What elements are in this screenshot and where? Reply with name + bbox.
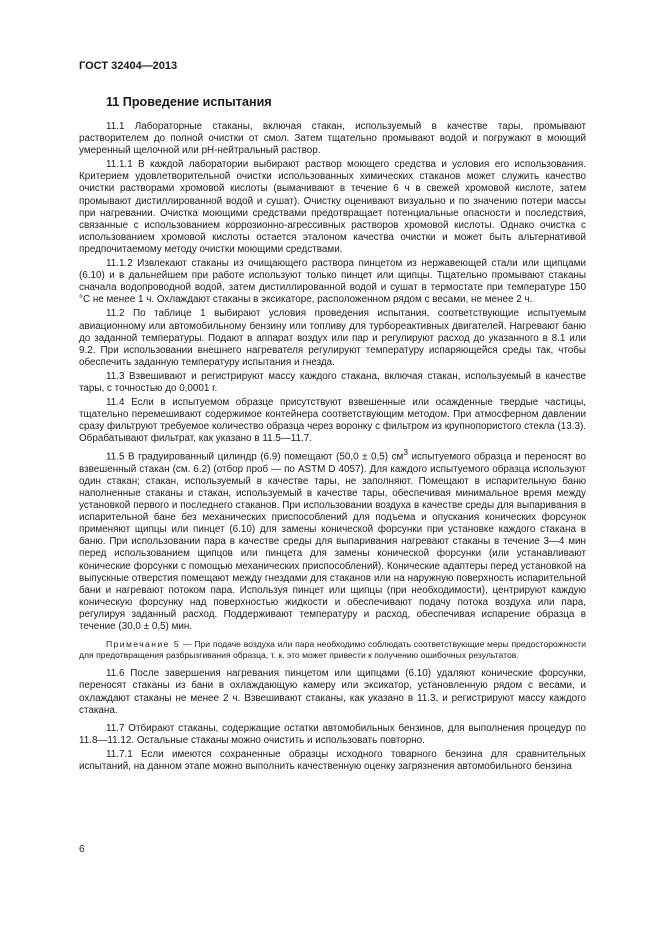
paragraph-11-5 xyxy=(79,447,586,633)
paragraph-11-5-rest: испытуемого образца и переносят во взвешенный стакан (см. 6.2) (отбор проб — по ASTM D 4057). Для каждого испытуемого образца используют один стакан; стакан, используемый в качестве тары, не заполняют. Помещают в испарительную баню наполненные стаканы и стакан, используемый в качестве тары, обеспечивая минимальное время между установкой первого и последнего стаканов. При использовании воздуха в качестве среды для выпаривания в испарительной бане без механических приспособлений для подъема и опускания конических форсунок применяют щипцы или пинцет (6.10) для замены конической форсунки при установке каждого стакана в баню. При использовании пара в качестве среды для выпаривания нагревают стаканы в течение 3—4 мин перед использованием щипцов или пинцета для замены конической форсунки (или устанавливают конические форсунки с помощью механических приспособлений). Конические адаптеры перед установкой на выпускные отверстия помещают между гнездами для стаканов или на наружную поверхность испарительной бани и нагревают потоком пара. Используя пинцет или щипцы (при необходимости), центрируют каждую коническую форсунку над поверхностью жидкости и обеспечивают подачу потока воздуха или пара, регулируя заданный расход. Поддерживают температуру и расход, обеспечивая испарение образца в течение (30,0 ± 0,5) мин. xyxy=(79,451,586,633)
paragraph-11-7: 11.7 Отбирают стаканы, содержащие остатки автомобильных бензинов, для выполнения процедур по 11.8—11.12. Остальные стаканы можно очистить и использовать повторно. xyxy=(79,722,586,746)
section-title: 11 Проведение испытания xyxy=(106,95,272,109)
paragraph-11-7-1: 11.7.1 Если имеются сохраненные образцы исходного товарного бензина для сравнительных испытаний, на данном этапе можно выполнить качественную оценку загрязнения автомобильного бензина xyxy=(79,748,586,772)
cubic-unit-superscript: 3 xyxy=(403,448,408,458)
note-label: Примечание 5 xyxy=(106,639,181,650)
paragraph-11-4: 11.4 Если в испытуемом образце присутствуют взвешенные или осажденные твердые частицы, тщательно перемешивают содержимое контейнера соответствующим методом. При атмосферном давлении сразу фильтруют требуемое количество образца через воронку с фильтром из крупнопористого стекла (13.3). Обрабатывают фильтрат, как указано в 11.5—11.7. xyxy=(79,397,586,445)
paragraph-11-2: 11.2 По таблице 1 выбирают условия проведения испытания, соответствующие испытуемым авиационному или автомобильному бензину или топливу для турбореактивных двигателей. Нагревают баню до заданной температуры. Подают в аппарат воздух или пар и регулируют расход до указанного в 8.1 или 9.2. При использовании внешнего нагревателя регулируют температуру испаряющейся среды так, чтобы обеспечить заданную температуру испытания и гнезда. xyxy=(79,308,586,368)
note-text: — При подаче воздуха или пара необходимо соблюдать соответствующие меры предосторожности для предотвращения разбрызгивания образца, т. к. это может привести к получению ошибочных результатов. xyxy=(79,639,586,660)
paragraph-11-1: 11.1 Лабораторные стаканы, включая стакан, используемый в качестве тары, промывают растворителем до полной очистки от смол. Затем тщательно промывают водой и погружают в моющий умеренный щелочной или pH-нейтральный раствор. xyxy=(79,121,586,157)
note-5 xyxy=(79,639,586,660)
paragraph-11-3: 11.3 Взвешивают и регистрируют массу каждого стакана, включая стакан, используемый в качестве тары, с точностью до 0,0001 г. xyxy=(79,370,586,394)
document-code-header: ГОСТ 32404—2013 xyxy=(79,60,178,72)
paragraph-11-6: 11.6 После завершения нагревания пинцетом или щипцами (6.10) удаляют конические форсунки, переносят стаканы из бани в охлаждающую камеру или эксикатор, установленную рядом с весами, и охлаждают стаканы не менее 2 ч. Взвешивают стаканы, как указано в 11.3, и регистрируют массу каждого стакана. xyxy=(79,668,586,716)
paragraph-11-5-start: 11.5 В градуированный цилиндр (6.9) помещают (50,0 ± 0,5) см xyxy=(106,451,404,463)
paragraph-11-1-2: 11.1.2 Извлекают стаканы из очищающего раствора пинцетом из нержавеющей стали или щипцами (6.10) и в дальнейшем при работе используют только пинцет или щипцы. Тщательно промывают стаканы сначала водопроводной водой, затем дистиллированной водой и сушат в термостате при температуре 150 °С не менее 1 ч. Охлаждают стаканы в эксикаторе, расположенном рядом с весами, не менее 2 ч. xyxy=(79,258,586,306)
paragraph-11-1-1: 11.1.1 В каждой лаборатории выбирают раствор моющего средства и условия его использования. Критерием удовлетворительной очистки использованных химических стаканов может служить качество очистки растворами хромовой кислоты (вымачивают в течение 6 ч в свежей хромовой кислоте, затем промывают дистиллированной водой и сушат). Очистку оценивают визуально и по значению потери массы при нагревании. Очистка моющими средствами предотвращает потенциальные опасности и последствия, связанные с использованием коррозионно-агрессивных растворов хромовой кислоты. Однако очистка с использованием хромовой кислоты остается эталоном качества очистки и может быть альтернативой предпочитаемому методу очистки моющими средствами. xyxy=(79,159,586,255)
page-number: 6 xyxy=(79,844,85,855)
section-body xyxy=(79,121,586,775)
